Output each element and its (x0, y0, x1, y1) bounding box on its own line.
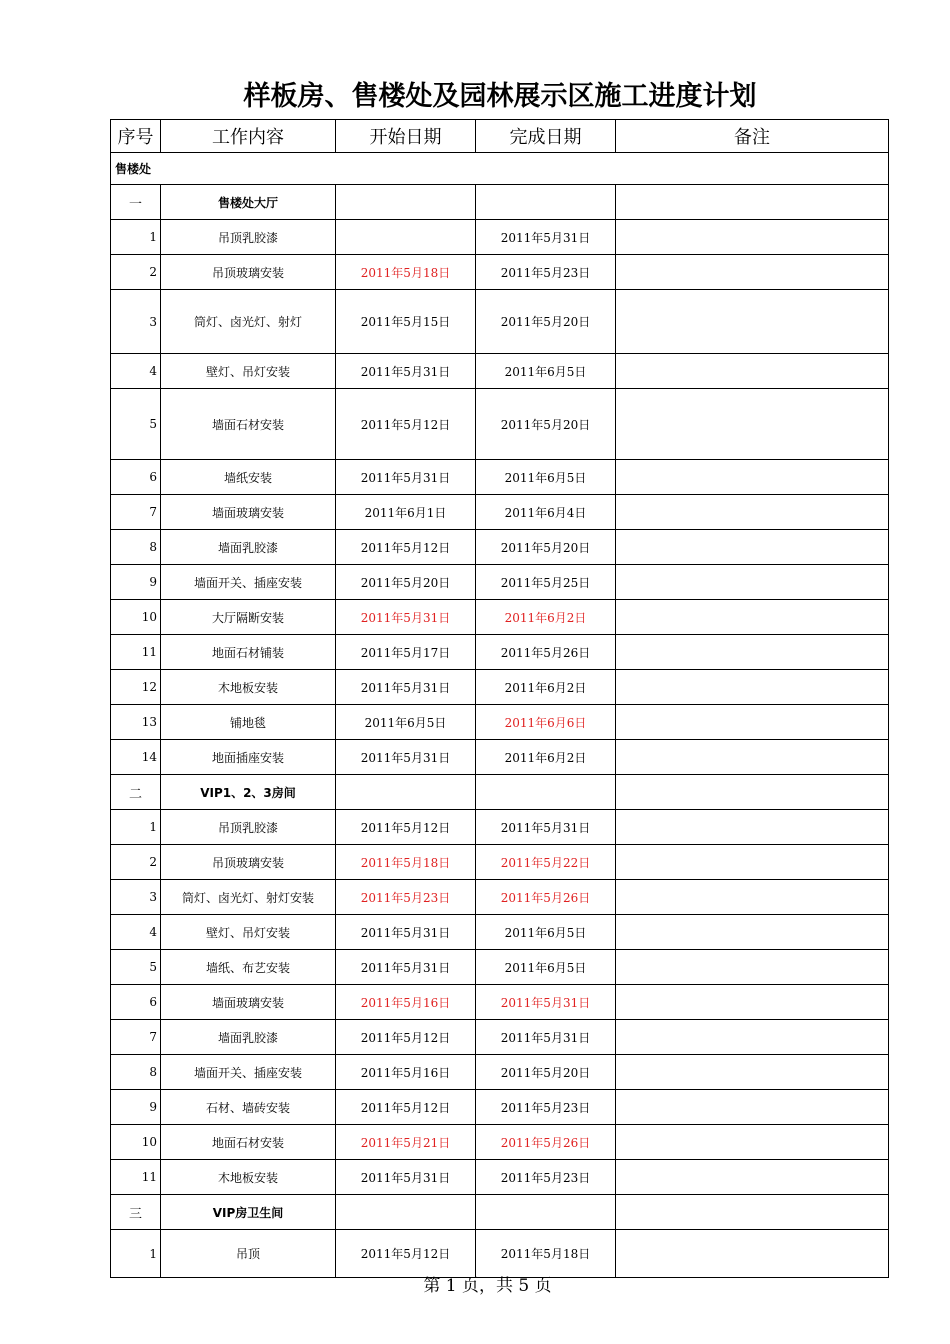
page-title: 样板房、售楼处及园林展示区施工进度计划 (243, 81, 757, 112)
table-row (111, 985, 889, 1020)
group-remarks-cell (616, 185, 889, 220)
row-seq: 4 (111, 354, 161, 389)
table-row (111, 635, 889, 670)
table-row (111, 290, 889, 354)
row-seq: 7 (111, 1020, 161, 1055)
table-row (111, 495, 889, 530)
row-remarks (616, 220, 889, 255)
row-end-date: 2011年6月4日 (476, 495, 616, 530)
row-start-date: 2011年5月15日 (336, 290, 476, 354)
row-remarks (616, 915, 889, 950)
row-remarks (616, 985, 889, 1020)
section-row (111, 153, 889, 185)
row-seq: 10 (111, 1125, 161, 1160)
row-task: 墙面乳胶漆 (161, 530, 336, 565)
row-remarks (616, 705, 889, 740)
row-seq: 6 (111, 985, 161, 1020)
header-remarks: 备注 (616, 120, 889, 153)
row-seq: 9 (111, 565, 161, 600)
row-end-date: 2011年5月31日 (476, 220, 616, 255)
row-remarks (616, 1020, 889, 1055)
group-start-cell (336, 185, 476, 220)
row-task: 壁灯、吊灯安装 (161, 354, 336, 389)
page-footer: 第 1 页，共 5 页 (423, 1276, 552, 1296)
group-row (111, 185, 889, 220)
table-row (111, 705, 889, 740)
row-start-date: 2011年5月12日 (336, 1020, 476, 1055)
table-row (111, 1055, 889, 1090)
header-end-date: 完成日期 (476, 120, 616, 153)
table-row (111, 600, 889, 635)
row-seq: 1 (111, 220, 161, 255)
row-seq: 10 (111, 600, 161, 635)
row-seq: 1 (111, 810, 161, 845)
row-start-date: 2011年5月12日 (336, 1230, 476, 1278)
row-start-date: 2011年5月16日 (336, 985, 476, 1020)
row-task: 墙面开关、插座安装 (161, 565, 336, 600)
row-end-date: 2011年6月5日 (476, 354, 616, 389)
row-seq: 3 (111, 880, 161, 915)
row-end-date: 2011年6月2日 (476, 600, 616, 635)
group-end-cell (476, 775, 616, 810)
row-task: 吊顶乳胶漆 (161, 220, 336, 255)
table-row (111, 810, 889, 845)
row-remarks (616, 1160, 889, 1195)
row-start-date: 2011年5月18日 (336, 255, 476, 290)
row-task: 吊顶玻璃安装 (161, 845, 336, 880)
row-end-date: 2011年5月25日 (476, 565, 616, 600)
header-row (111, 120, 889, 153)
row-start-date: 2011年5月16日 (336, 1055, 476, 1090)
row-end-date: 2011年5月22日 (476, 845, 616, 880)
group-start-cell (336, 1195, 476, 1230)
row-start-date: 2011年5月31日 (336, 600, 476, 635)
row-start-date: 2011年5月20日 (336, 565, 476, 600)
row-end-date: 2011年5月20日 (476, 389, 616, 460)
table-row (111, 255, 889, 290)
row-start-date: 2011年5月12日 (336, 530, 476, 565)
row-seq: 5 (111, 389, 161, 460)
row-remarks (616, 950, 889, 985)
row-seq: 5 (111, 950, 161, 985)
row-end-date: 2011年6月2日 (476, 740, 616, 775)
group-name: VIP1、2、3房间 (161, 775, 336, 810)
row-seq: 2 (111, 845, 161, 880)
row-task: 地面石材安装 (161, 1125, 336, 1160)
row-task: 吊顶乳胶漆 (161, 810, 336, 845)
row-task: 木地板安装 (161, 1160, 336, 1195)
row-remarks (616, 530, 889, 565)
row-seq: 1 (111, 1230, 161, 1278)
row-start-date: 2011年5月12日 (336, 389, 476, 460)
row-remarks (616, 810, 889, 845)
row-task: 石材、墙砖安装 (161, 1090, 336, 1125)
row-start-date: 2011年5月31日 (336, 460, 476, 495)
row-task: 地面石材铺装 (161, 635, 336, 670)
group-end-cell (476, 1195, 616, 1230)
row-start-date: 2011年5月31日 (336, 1160, 476, 1195)
row-remarks (616, 600, 889, 635)
row-remarks (616, 495, 889, 530)
group-row (111, 1195, 889, 1230)
row-end-date: 2011年6月6日 (476, 705, 616, 740)
row-start-date: 2011年5月31日 (336, 354, 476, 389)
table-row (111, 1090, 889, 1125)
row-seq: 11 (111, 1160, 161, 1195)
row-end-date: 2011年6月5日 (476, 915, 616, 950)
row-start-date: 2011年5月17日 (336, 635, 476, 670)
row-remarks (616, 389, 889, 460)
row-task: 筒灯、卤光灯、射灯 (161, 290, 336, 354)
row-remarks (616, 290, 889, 354)
row-task: 墙纸安装 (161, 460, 336, 495)
row-remarks (616, 1090, 889, 1125)
row-remarks (616, 880, 889, 915)
row-seq: 8 (111, 530, 161, 565)
table-row (111, 220, 889, 255)
row-end-date: 2011年6月5日 (476, 460, 616, 495)
row-start-date: 2011年6月5日 (336, 705, 476, 740)
row-end-date: 2011年5月26日 (476, 880, 616, 915)
group-start-cell (336, 775, 476, 810)
row-task: 木地板安装 (161, 670, 336, 705)
row-task: 吊顶玻璃安装 (161, 255, 336, 290)
row-seq: 12 (111, 670, 161, 705)
row-remarks (616, 255, 889, 290)
group-name: VIP房卫生间 (161, 1195, 336, 1230)
group-row (111, 775, 889, 810)
row-task: 筒灯、卤光灯、射灯安装 (161, 880, 336, 915)
row-seq: 6 (111, 460, 161, 495)
row-remarks (616, 670, 889, 705)
group-number: 三 (111, 1195, 161, 1230)
row-seq: 8 (111, 1055, 161, 1090)
row-task: 大厅隔断安装 (161, 600, 336, 635)
group-number: 二 (111, 775, 161, 810)
row-end-date: 2011年5月31日 (476, 810, 616, 845)
section-label: 售楼处 (111, 153, 889, 185)
row-start-date: 2011年5月31日 (336, 950, 476, 985)
table-row (111, 460, 889, 495)
group-end-cell (476, 185, 616, 220)
table-row (111, 1020, 889, 1055)
row-start-date: 2011年6月1日 (336, 495, 476, 530)
header-start-date: 开始日期 (336, 120, 476, 153)
row-seq: 9 (111, 1090, 161, 1125)
row-seq: 4 (111, 915, 161, 950)
table-row (111, 740, 889, 775)
row-task: 墙面石材安装 (161, 389, 336, 460)
row-remarks (616, 460, 889, 495)
row-end-date: 2011年5月23日 (476, 1160, 616, 1195)
row-end-date: 2011年5月20日 (476, 530, 616, 565)
row-remarks (616, 354, 889, 389)
row-remarks (616, 1125, 889, 1160)
row-remarks (616, 845, 889, 880)
row-start-date: 2011年5月18日 (336, 845, 476, 880)
row-seq: 7 (111, 495, 161, 530)
table-row (111, 565, 889, 600)
row-end-date: 2011年5月20日 (476, 1055, 616, 1090)
row-start-date: 2011年5月31日 (336, 670, 476, 705)
row-remarks (616, 565, 889, 600)
group-name: 售楼处大厅 (161, 185, 336, 220)
row-end-date: 2011年6月2日 (476, 670, 616, 705)
row-task: 吊顶 (161, 1230, 336, 1278)
row-start-date: 2011年5月12日 (336, 1090, 476, 1125)
row-start-date: 2011年5月31日 (336, 915, 476, 950)
row-task: 地面插座安装 (161, 740, 336, 775)
schedule-table (110, 119, 889, 1278)
row-task: 墙面玻璃安装 (161, 985, 336, 1020)
row-task: 墙面乳胶漆 (161, 1020, 336, 1055)
row-seq: 13 (111, 705, 161, 740)
row-remarks (616, 635, 889, 670)
table-row (111, 354, 889, 389)
row-end-date: 2011年5月31日 (476, 985, 616, 1020)
row-start-date: 2011年5月12日 (336, 810, 476, 845)
row-start-date: 2011年5月31日 (336, 740, 476, 775)
row-start-date (336, 220, 476, 255)
header-seq: 序号 (111, 120, 161, 153)
row-task: 墙面玻璃安装 (161, 495, 336, 530)
row-seq: 3 (111, 290, 161, 354)
table-row (111, 950, 889, 985)
table-row (111, 845, 889, 880)
group-remarks-cell (616, 775, 889, 810)
row-seq: 2 (111, 255, 161, 290)
group-number: 一 (111, 185, 161, 220)
table-row (111, 915, 889, 950)
row-end-date: 2011年5月26日 (476, 1125, 616, 1160)
row-remarks (616, 740, 889, 775)
row-seq: 14 (111, 740, 161, 775)
row-task: 壁灯、吊灯安装 (161, 915, 336, 950)
row-end-date: 2011年5月23日 (476, 1090, 616, 1125)
table-row (111, 530, 889, 565)
group-remarks-cell (616, 1195, 889, 1230)
row-end-date: 2011年5月20日 (476, 290, 616, 354)
row-end-date: 2011年5月31日 (476, 1020, 616, 1055)
header-task: 工作内容 (161, 120, 336, 153)
table-row (111, 880, 889, 915)
row-end-date: 2011年5月23日 (476, 255, 616, 290)
row-task: 墙面开关、插座安装 (161, 1055, 336, 1090)
row-end-date: 2011年5月26日 (476, 635, 616, 670)
row-task: 墙纸、布艺安装 (161, 950, 336, 985)
row-start-date: 2011年5月23日 (336, 880, 476, 915)
table-row (111, 1125, 889, 1160)
row-seq: 11 (111, 635, 161, 670)
row-end-date: 2011年6月5日 (476, 950, 616, 985)
table-row (111, 670, 889, 705)
row-task: 铺地毯 (161, 705, 336, 740)
table-row (111, 389, 889, 460)
row-start-date: 2011年5月21日 (336, 1125, 476, 1160)
row-end-date: 2011年5月18日 (476, 1230, 616, 1278)
table-row (111, 1160, 889, 1195)
row-remarks (616, 1055, 889, 1090)
